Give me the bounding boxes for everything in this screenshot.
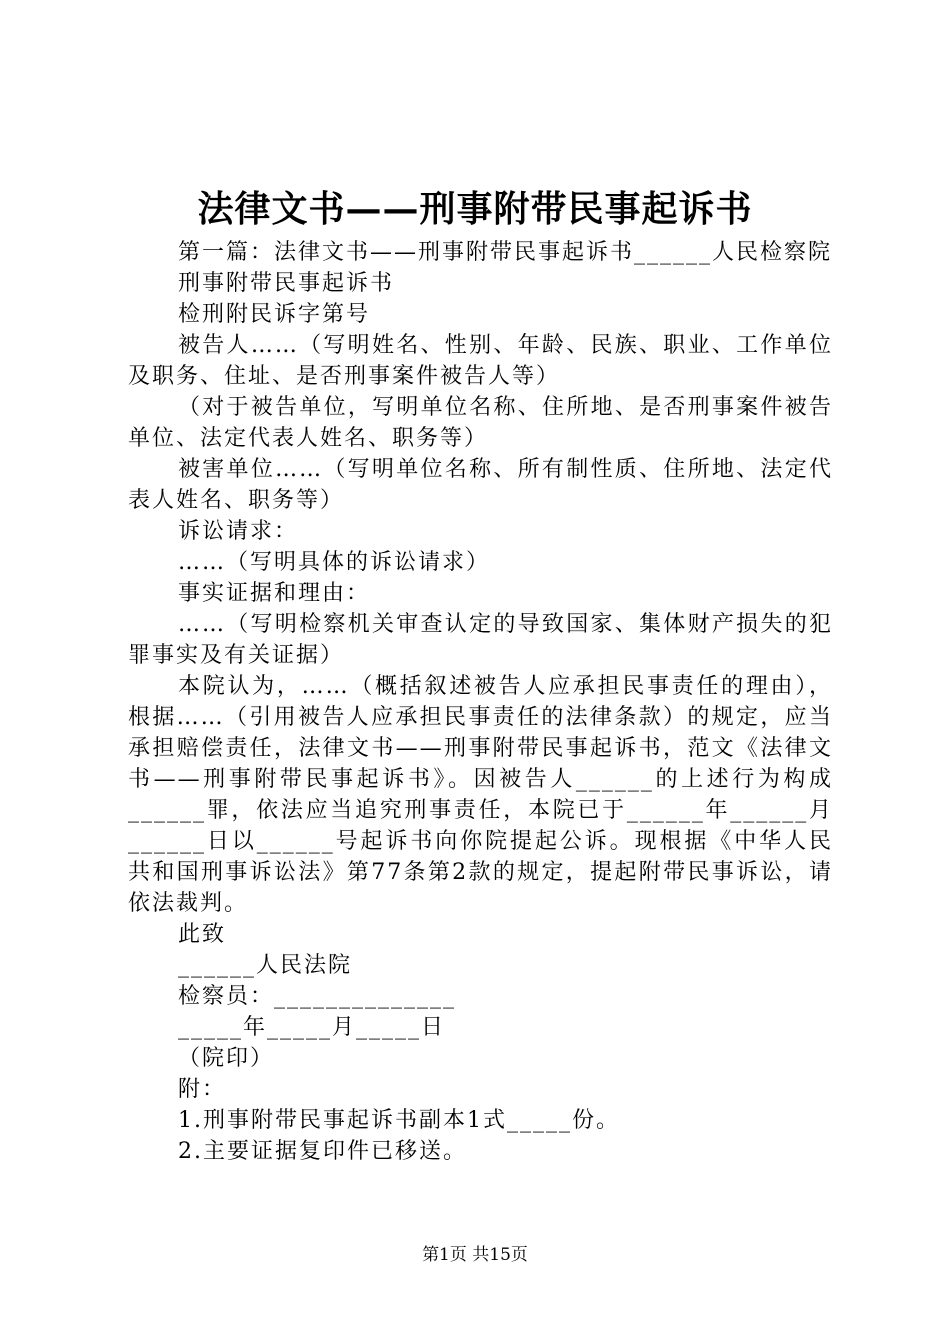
paragraph-heading: 第一篇：法律文书——刑事附带民事起诉书______人民检察院 — [178, 240, 833, 265]
paragraph-opinion: 本院认为，……（概括叙述被告人应承担民事责任的理由），根据……（引用被告人应承担民事责任的法律条款）的规定，应当承担赔偿责任，法律文书——刑事附带民事起诉书，范文《法律文书——刑事附带民事起诉书》。因被告人______的上述行为构成______罪，依法应当追究刑事责任，本院已于______年______月______日以______号起诉书向你院提起公诉。现根据《中华人民共和国刑事诉讼法》第77条第2款的规定，提起附带民事诉讼，请依法裁判。 — [128, 674, 833, 916]
paragraph-doc-type: 刑事附带民事起诉书 — [178, 271, 395, 296]
paragraph-facts: ……（写明检察机关审查认定的导致国家、集体财产损失的犯罪事实及有关证据） — [128, 612, 833, 668]
document-body — [128, 237, 833, 1167]
paragraph-defendant-unit: （对于被告单位，写明单位名称、住所地、是否刑事案件被告单位、法定代表人姓名、职务等） — [128, 395, 833, 451]
paragraph-doc-number: 检刑附民诉字第号 — [178, 302, 371, 327]
paragraph-date: _____年_____月_____日 — [178, 1015, 446, 1040]
paragraph-prosecutor: 检察员：______________ — [178, 984, 457, 1009]
paragraph-claims-heading: 诉讼请求： — [178, 519, 299, 544]
page-footer: 第1页 共15页 — [422, 1245, 528, 1265]
paragraph-facts-heading: 事实证据和理由： — [178, 581, 371, 606]
document-title: 法律文书——刑事附带民事起诉书 — [197, 188, 753, 230]
paragraph-seal: （院印） — [178, 1046, 275, 1071]
paragraph-defendant: 被告人……（写明姓名、性别、年龄、民族、职业、工作单位及职务、住址、是否刑事案件被告人等） — [128, 333, 833, 389]
paragraph-attachment-1: 1.刑事附带民事起诉书副本1式_____份。 — [178, 1108, 620, 1133]
paragraph-attachment-2: 2.主要证据复印件已移送。 — [178, 1139, 467, 1164]
paragraph-attachments-heading: 附： — [178, 1077, 227, 1102]
paragraph-victim-unit: 被害单位……（写明单位名称、所有制性质、住所地、法定代表人姓名、职务等） — [128, 457, 833, 513]
paragraph-salutation: 此致 — [178, 922, 227, 947]
paragraph-claims: ……（写明具体的诉讼请求） — [178, 550, 491, 575]
paragraph-court: ______人民法院 — [178, 953, 353, 978]
